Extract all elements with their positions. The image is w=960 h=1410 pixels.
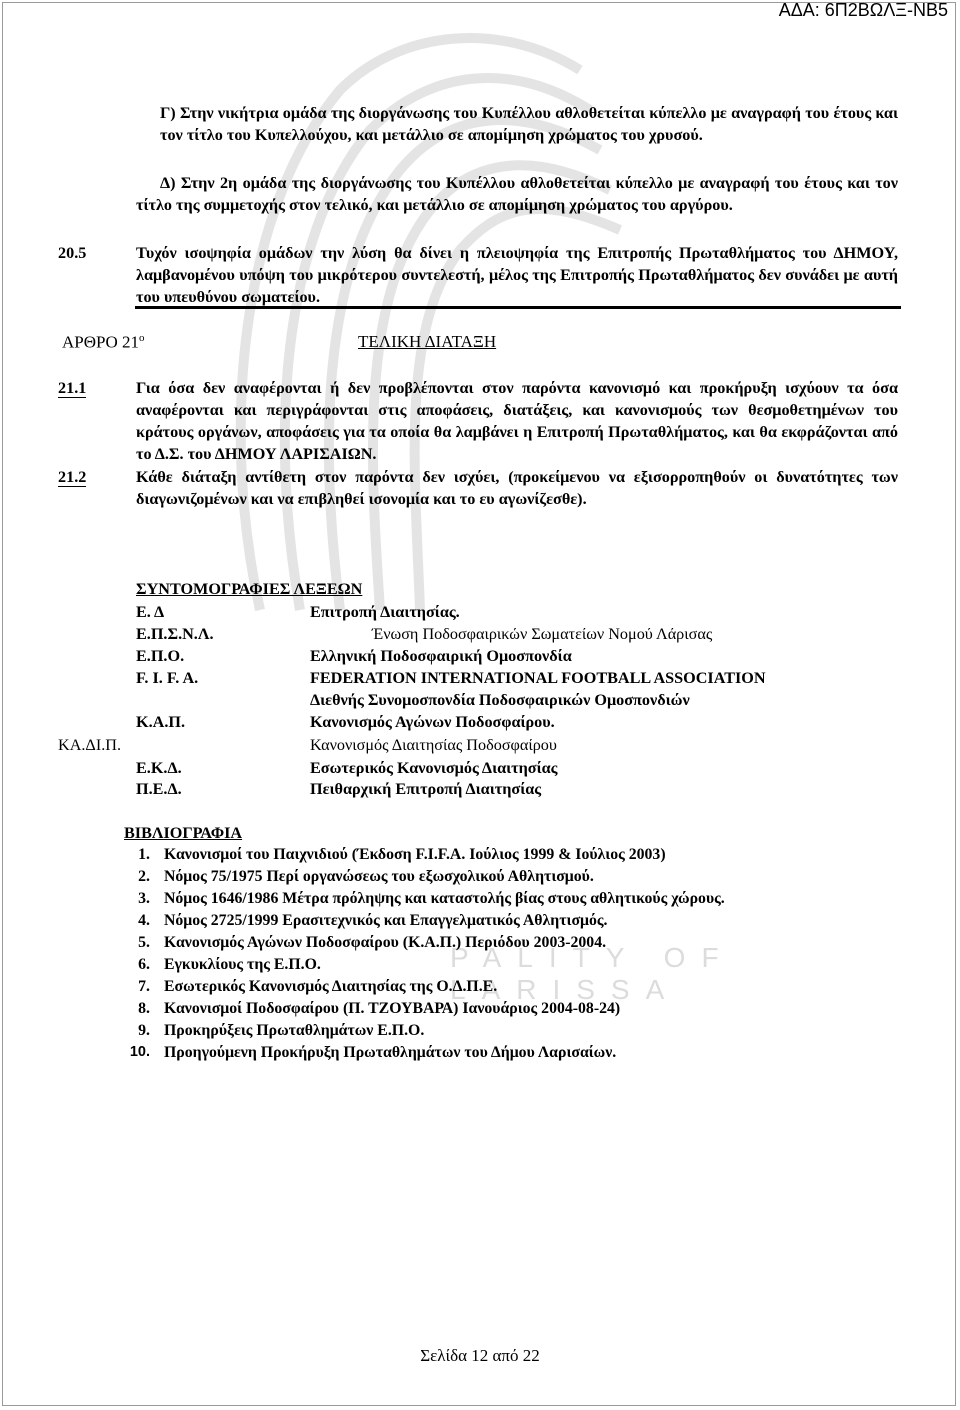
watermark-text: PALITY OF LARISSA bbox=[450, 942, 735, 1005]
bib-text: Νόμος 75/1975 Περί οργανώσεως του εξωσχολικού Αθλητισμού. bbox=[164, 868, 594, 885]
bib-number: 10. bbox=[129, 1044, 150, 1060]
abbr-code: ΚΑ.ΔΙ.Π. bbox=[58, 736, 122, 754]
bib-text: Νόμος 2725/1999 Ερασιτεχνικός και Επαγγελματικός Αθλητισμός. bbox=[164, 912, 608, 929]
abbr-code: Ε.Π.Ο. bbox=[136, 647, 185, 665]
page-footer: Σελίδα 12 από 22 bbox=[420, 1346, 540, 1365]
section-number-21-1: 21.1 bbox=[58, 379, 87, 397]
paragraph-21-1: Για όσα δεν αναφέρονται ή δεν προβλέπονται στον παρόντα κανονισμό και προκήρυξη ισχύουν τα όσα αναφέρονται και περιγράφονται στις αποφάσεις, διατάξεις, και κανονισμούς των θεσμοθετημένων του κράτους οργάνων, αποφάσεις για τα οποία θα λαμβάνει η Επιτροπή Πρωταθλήματος, και θα εκφράζονται από το Δ.Σ. του ΔΗΜΟΥ ΛΑΡΙΣΑΙΩΝ. bbox=[136, 379, 898, 463]
abbr-definition: Κανονισμός Διαιτησίας Ποδοσφαίρου bbox=[310, 736, 557, 754]
abbr-code: Π.Ε.Δ. bbox=[136, 780, 182, 798]
paragraph-g: Γ) Στην νικήτρια ομάδα της διοργάνωσης του Κυπέλλου αθλοθετείται κύπελλο με αναγραφή του έτους και τον τίτλο του Κυπελλούχου, και μετάλλιο σε απομίμηση χρώματος του χρυσού. bbox=[160, 104, 898, 144]
abbr-code: F. I. F. A. bbox=[136, 669, 199, 687]
bib-number: 8. bbox=[138, 1000, 150, 1017]
section-number-20-5: 20.5 bbox=[58, 244, 87, 262]
bib-number: 3. bbox=[138, 890, 150, 907]
abbr-code: Ε.Κ.Δ. bbox=[136, 759, 182, 777]
bib-number: 2. bbox=[138, 868, 150, 885]
bib-text: Προηγούμενη Προκήρυξη Πρωταθλημάτων του Δήμου Λαρισαίων. bbox=[164, 1044, 617, 1061]
abbr-code: Κ.Α.Π. bbox=[136, 713, 186, 731]
bib-text: Κανονισμός Αγώνων Ποδοσφαίρου (Κ.Α.Π.) Περιόδου 2003-2004. bbox=[164, 934, 607, 951]
bib-number: 4. bbox=[138, 912, 150, 929]
bib-text: Προκηρύξεις Πρωταθλημάτων Ε.Π.Ο. bbox=[164, 1022, 425, 1039]
abbr-definition: Ελληνική Ποδοσφαιρική Ομοσπονδία bbox=[310, 647, 572, 665]
bib-number: 6. bbox=[138, 956, 150, 973]
abbr-definition: FEDERATION INTERNATIONAL FOOTBALL ASSOCIATION bbox=[310, 669, 766, 687]
bib-text: Κανονισμοί του Παιχνιδιού (Έκδοση F.I.F.A. Ιούλιος 1999 & Ιούλιος 2003) bbox=[164, 846, 666, 863]
bib-number: 1. bbox=[138, 846, 150, 863]
section-divider bbox=[135, 306, 901, 309]
article-label: ΑΡΘΡΟ $21^o$ bbox=[62, 332, 145, 352]
bibliography-title: ΒΙΒΛΙΟΓΡΑΦΙΑ bbox=[124, 824, 243, 842]
section-number-21-2: 21.2 bbox=[58, 468, 87, 486]
paragraph-21-2: Κάθε διάταξη αντίθετη στον παρόντα δεν ισχύει, (προκείμενου να εξισορροπηθούν οι δυνατότητες των διαγωνιζομένων και να επιβληθεί ισονομία και το ευ αγωνίζεσθε). bbox=[136, 468, 898, 508]
bib-number: 7. bbox=[138, 978, 150, 995]
abbr-row bbox=[136, 603, 164, 622]
bib-number: 5. bbox=[138, 934, 150, 951]
abbr-definition: Ένωση Ποδοσφαιρικών Σωματείων Νομού Λάρισας bbox=[372, 625, 713, 643]
ada-code: ΑΔΑ: 6Π2ΒΩΛΞ-ΝΒ5 bbox=[778, 0, 948, 20]
abbr-code: Ε.Π.Σ.Ν.Λ. bbox=[136, 625, 214, 643]
abbr-definition: Κανονισμός Αγώνων Ποδοσφαίρου. bbox=[310, 713, 555, 731]
abbreviations-title: ΣΥΝΤΟΜΟΓΡΑΦΙΕΣ ΛΕΞΕΩΝ bbox=[136, 580, 363, 598]
bib-text: Κανονισμοί Ποδοσφαίρου (Π. ΤΖΟΥΒΑΡΑ) Ιανουάριος 2004-08-24) bbox=[164, 1000, 621, 1017]
bib-number: 9. bbox=[138, 1022, 150, 1039]
article-superscript: ο bbox=[139, 332, 145, 344]
abbr-code: Ε. Δ bbox=[136, 603, 165, 621]
abbr-definition: Διεθνής Συνομοσπονδία Ποδοσφαιρικών Ομοσπονδιών bbox=[310, 691, 690, 709]
abbr-definition: Εσωτερικός Κανονισμός Διαιτησίας bbox=[310, 759, 558, 777]
paragraph-20-5: Τυχόν ισοψηφία ομάδων την λύση θα δίνει η πλειοψηφία της Επιτροπής Πρωταθλήματος του ΔΗΜΟΥ, λαμβανομένου υπόψη του μικρότερου συντελεστή, μέλος της Επιτροπής Πρωταθλήματος δεν συνάδει με αυτή του υπευθύνου σωματείου. bbox=[136, 244, 898, 306]
bib-text: Εγκυκλίους της Ε.Π.Ο. bbox=[164, 956, 321, 973]
abbr-definition: Επιτροπή Διαιτησίας. bbox=[310, 603, 460, 621]
bib-text: Εσωτερικός Κανονισμός Διαιτησίας της Ο.Δ.Π.Ε. bbox=[164, 978, 498, 995]
paragraph-d: Δ) Στην 2η ομάδα της διοργάνωσης του Κυπέλλου αθλοθετείται κύπελλο με αναγραφή του έτους και τον τίτλο της συμμετοχής στον τελικό, και μετάλλιο σε απομίμηση χρώματος του αργύρου. bbox=[136, 174, 898, 214]
article-title: ΤΕΛΙΚΗ ΔΙΑΤΑΞΗ bbox=[358, 332, 497, 351]
bib-text: Νόμος 1646/1986 Μέτρα πρόληψης και καταστολής βίας στους αθλητικούς χώρους. bbox=[164, 890, 725, 907]
abbr-definition: Πειθαρχική Επιτροπή Διαιτησίας bbox=[310, 780, 542, 798]
